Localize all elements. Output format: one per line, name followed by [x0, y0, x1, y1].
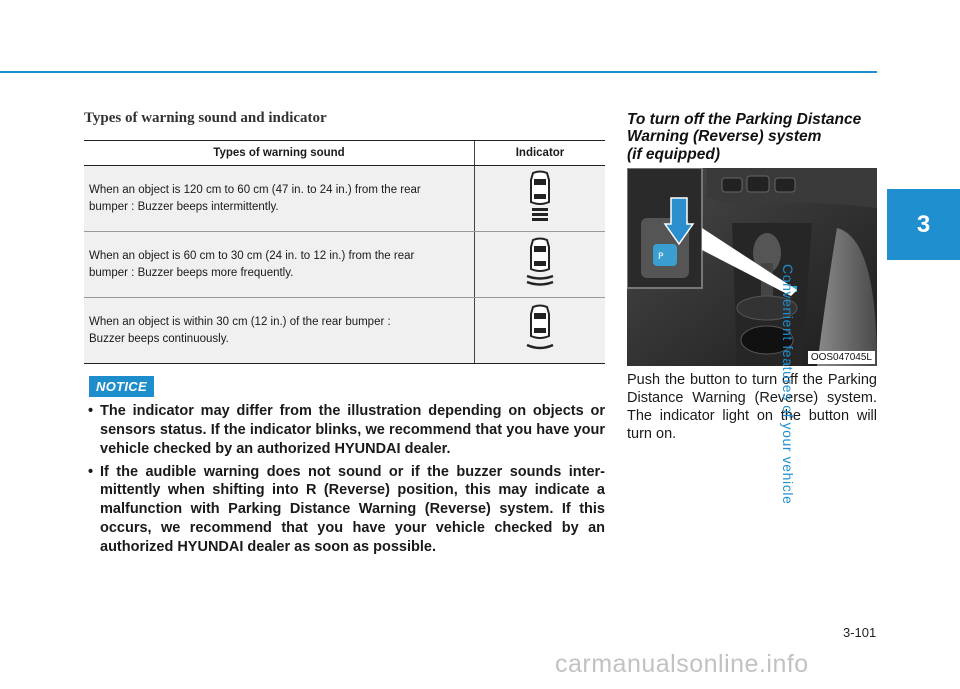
- description-line: bumper : Buzzer beeps more frequently.: [89, 266, 294, 279]
- warning-description: [84, 232, 475, 298]
- car-indicator-near-icon: [524, 304, 556, 352]
- console-illustration: [627, 168, 877, 366]
- description-line: When an object is 60 cm to 30 cm (24 in. to 12 in.) from the rear: [89, 249, 415, 262]
- notice-badge: NOTICE: [89, 376, 154, 397]
- warning-description: [84, 166, 475, 232]
- section-title: Types of warning sound and indicator: [84, 110, 327, 126]
- image-code: OOS047045L: [808, 351, 875, 364]
- description-line: When an object is 120 cm to 60 cm (47 in. to 24 in.) from the rear: [89, 183, 421, 196]
- notice-list: [84, 402, 605, 561]
- watermark: carmanualsonline.info: [555, 650, 809, 678]
- chapter-tab: 3: [887, 189, 960, 260]
- notice-item: • The indicator may differ from the illustration depending on objects or sensors status. If the indicator blinks, we recommend that you have your vehicle checked by an authorized HYUNDAI dealer.: [84, 402, 605, 459]
- column-header-indicator: Indicator: [475, 141, 606, 166]
- notice-item: • If the audible warning does not sound or if the buzzer sounds inter-mittently when shifting into R (Reverse) position, this may indicate a malfunction with Parking Distance Warning (Reverse) system. If this occurs, we recommend that you have your vehicle checked by an authorized HYUNDAI dealer as soon as possible.: [84, 463, 605, 557]
- description-line: bumper : Buzzer beeps intermittently.: [89, 200, 279, 213]
- procedure-heading: [627, 111, 887, 163]
- table-row: [84, 232, 605, 298]
- description-line: Buzzer beeps continuously.: [89, 332, 229, 345]
- indicator-cell: [475, 166, 606, 232]
- heading-line: Warning (Reverse) system: [627, 128, 822, 146]
- table-row: [84, 298, 605, 364]
- indicator-cell: [475, 298, 606, 364]
- car-indicator-medium-icon: [524, 237, 556, 287]
- table-header-row: [84, 141, 605, 166]
- description-line: When an object is within 30 cm (12 in.) of the rear bumper :: [89, 315, 391, 328]
- table-row: [84, 166, 605, 232]
- svg-text:P: P: [658, 252, 664, 262]
- warning-table: [84, 140, 605, 364]
- heading-line: To turn off the Parking Distance: [627, 111, 862, 128]
- procedure-text: Push the button to turn off the Parking Distance Warning (Reverse) system. The indicator light on the button will turn on.: [627, 372, 877, 443]
- heading-line: (if equipped): [627, 145, 720, 163]
- indicator-cell: [475, 232, 606, 298]
- warning-description: [84, 298, 475, 364]
- console-photo: [627, 168, 877, 366]
- chapter-title: Convenient features of your vehicle: [779, 264, 796, 505]
- column-header-sound: Types of warning sound: [84, 141, 475, 166]
- car-indicator-far-icon: [527, 170, 553, 222]
- header-rule: [0, 71, 877, 73]
- page-number: 3-101: [843, 625, 877, 640]
